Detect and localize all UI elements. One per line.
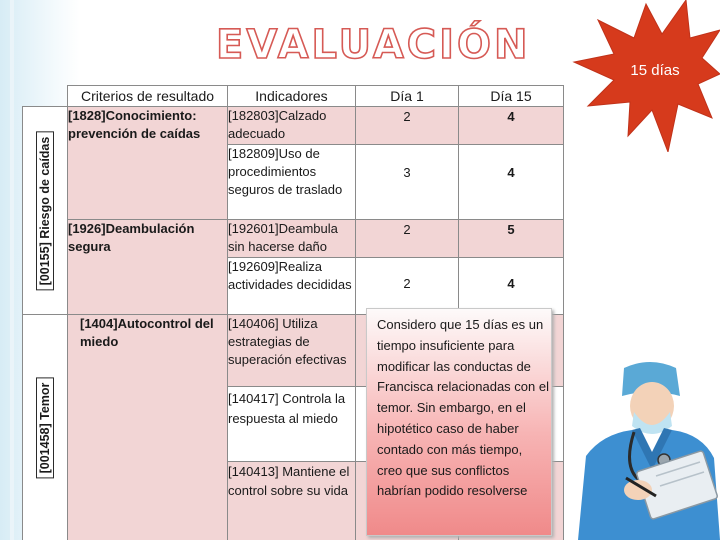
indicator-cell: [140417] Controla la respuesta al miedo [228, 387, 356, 462]
table-row [23, 107, 564, 145]
day1-value: 2 [356, 258, 459, 315]
day1-value: 2 [356, 220, 459, 258]
table-header-row [23, 86, 564, 107]
day15-value: 4 [459, 258, 564, 315]
badge-text: 15 días [630, 62, 680, 79]
day15-value: 4 [459, 107, 564, 145]
day15-value: 5 [459, 220, 564, 258]
header-indicators: Indicadores [228, 86, 356, 107]
nurse-illustration-icon [572, 360, 720, 540]
header-spacer [23, 86, 68, 107]
indicator-cell: [182803]Calzado adecuado [228, 107, 356, 145]
day1-value: 3 [356, 145, 459, 220]
indicator-cell: [140413] Mantiene el control sobre su vida [228, 462, 356, 540]
criteria-cell: [1926]Deambulación segura [68, 220, 228, 315]
diagnosis-label: [001458] Temor [36, 378, 54, 479]
indicator-cell: [182809]Uso de procedimientos seguros de traslado [228, 145, 356, 220]
header-day1: Día 1 [356, 86, 459, 107]
header-criteria: Criterios de resultado [68, 86, 228, 107]
day15-value: 4 [459, 145, 564, 220]
day1-value: 2 [356, 107, 459, 145]
header-day15: Día 15 [459, 86, 564, 107]
left-decoration-bar [10, 0, 14, 540]
table-row [23, 220, 564, 258]
diagnosis-cell [23, 107, 68, 315]
diagnosis-label: [00155] Riesgo de caídas [36, 131, 54, 290]
comment-note: Considero que 15 días es un tiempo insuficiente para modificar las conductas de Francisca relacionadas con el temor. Sin embargo, en el hipotético caso de haber contado con más tiempo, creo que sus conflictos habrían podido resolverse [366, 308, 552, 536]
indicator-cell: [192601]Deambula sin hacerse daño [228, 220, 356, 258]
indicator-cell: [140406] Utiliza estrategias de superación efectivas [228, 315, 356, 387]
indicator-cell: [192609]Realiza actividades decididas [228, 258, 356, 315]
slide-title: EVALUACIÓN [216, 22, 531, 68]
diagnosis-cell [23, 315, 68, 540]
criteria-cell: [1404]Autocontrol del miedo [68, 315, 228, 540]
criteria-cell: [1828]Conocimiento: prevención de caídas [68, 107, 228, 220]
